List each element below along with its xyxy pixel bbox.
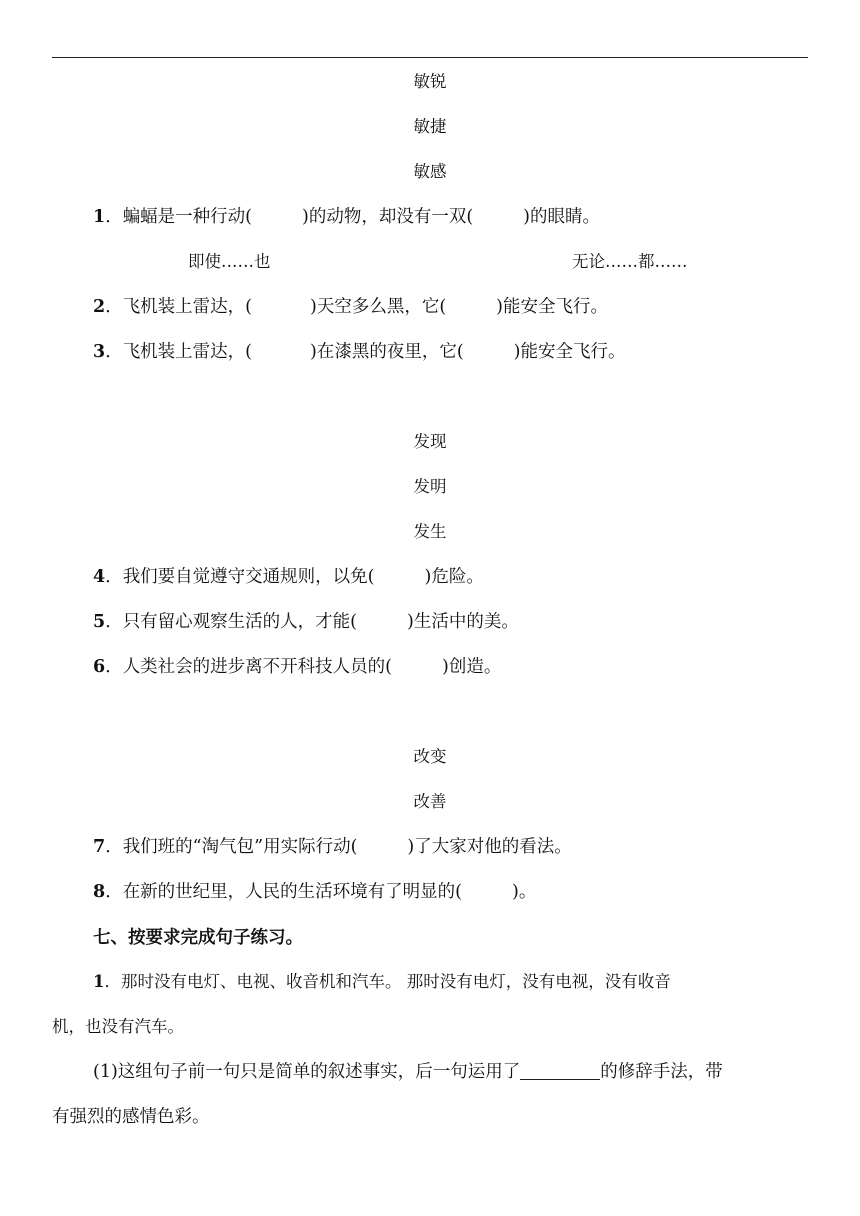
word-option: 发现 [413,432,447,451]
word-option: 敏感 [413,162,447,181]
question-number: 1 [93,207,106,227]
question-8: 8．在新的世纪里，人民的生活环境有了明显的( )。 [93,882,537,902]
section7-item-1-cont: 机，也没有汽车。 [52,1017,184,1036]
question-6: 6．人类社会的进步离不开科技人员的( )创造。 [93,657,502,677]
word-option: 敏捷 [413,117,447,136]
header-rule [52,57,808,58]
sub-question-1: (1)这组句子前一句只是简单的叙述事实，后一句运用了 的修辞手法，带 [93,1062,723,1082]
section7-item-1: 1．那时没有电灯、电视、收音机和汽车。 那时没有电灯，没有电视，没有收音 [93,972,671,991]
question-5: 5．只有留心观察生活的人，才能( )生活中的美。 [93,612,519,632]
word-option: 改变 [413,747,447,766]
word-option: 敏锐 [413,72,447,91]
conjunction-option: 无论……都…… [572,252,688,271]
question-3: 3．飞机装上雷达，( )在漆黑的夜里，它( )能安全飞行。 [93,342,626,362]
question-2: 2．飞机装上雷达，( )天空多么黑，它( )能安全飞行。 [93,297,608,317]
question-7: 7．我们班的“淘气包”用实际行动( )了大家对他的看法。 [93,837,572,857]
answer-blank[interactable] [520,1061,600,1080]
word-option: 发明 [413,477,447,496]
word-option: 发生 [413,522,447,541]
question-4: 4．我们要自觉遵守交通规则，以免( )危险。 [93,567,484,587]
question-1: 1．蝙蝠是一种行动( )的动物，却没有一双( )的眼睛。 [93,207,600,227]
word-option: 改善 [413,792,447,811]
sub-question-1-cont: 有强烈的感情色彩。 [52,1107,210,1127]
section-heading: 七、按要求完成句子练习。 [93,928,303,948]
conjunction-option: 即使……也 [188,252,271,271]
